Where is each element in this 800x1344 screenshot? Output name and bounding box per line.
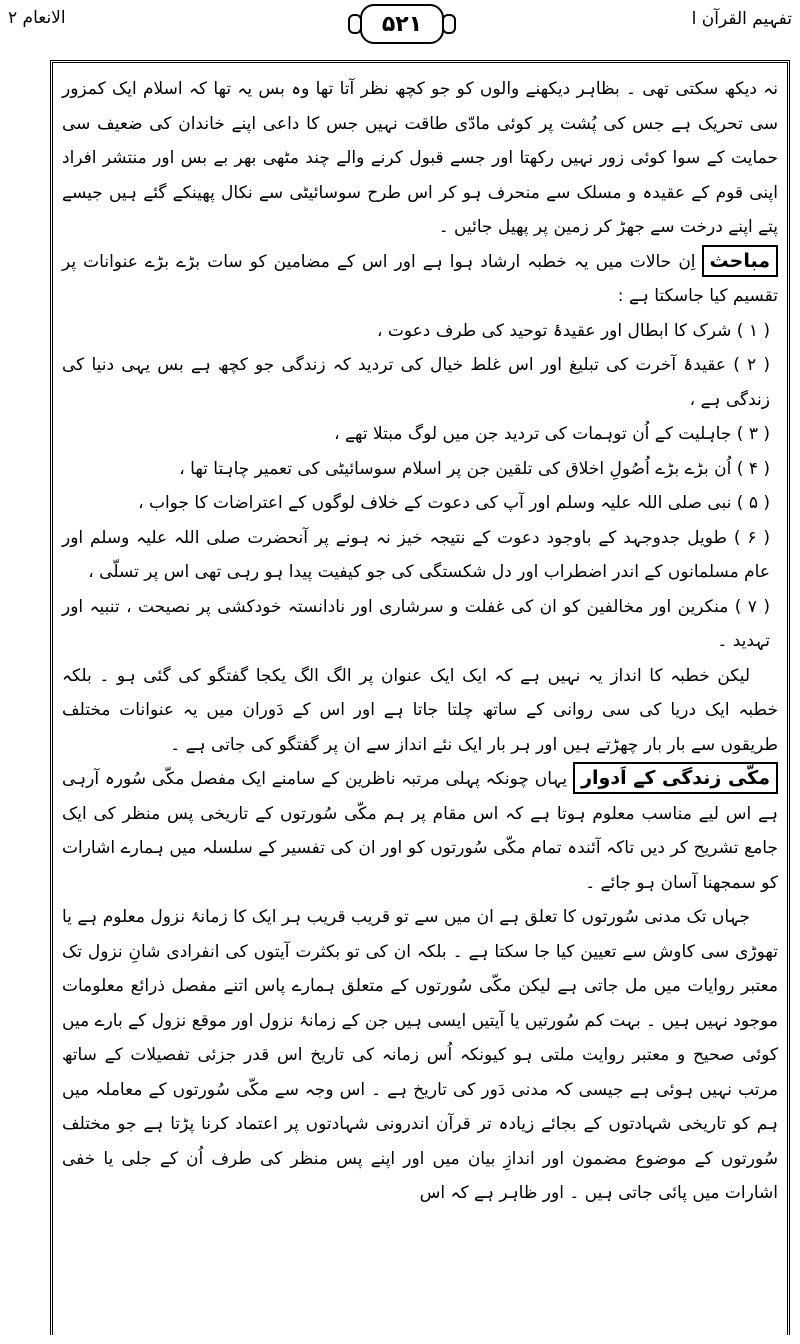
page-content	[62, 72, 778, 1211]
surah-name: الانعام ۲	[8, 8, 66, 28]
paragraph-madani: جہاں تک مدنی سُورتوں کا تعلق ہے ان میں سے تو قریب قریب ہر ایک کا زمانۂ نزول معلوم ہے یا تھوڑی سی کاوش سے تعیین کیا جا سکتا ہے ۔ بلکہ ان کی تو بکثرت آیتوں کی انفرادی شانِ نزول تک معتبر روایات میں مل جاتی ہے لیکن مکّی سُورتوں کے متعلق ہمارے پاس اتنے مفصل ذرائع معلومات موجود نہیں ہیں ۔ بہت کم سُورتیں یا آیتیں ایسی ہیں جن کے زمانۂ نزول اور موقع نزول کے بارے میں کوئی صحیح و معتبر روایت ملتی ہو کیونکہ اُس زمانہ کی تاریخ اس قدر جزئی تفصیلات کے ساتھ مرتب نہیں ہوئی ہے جیسی کہ مدنی دَور کی تاریخ ہے ۔ اس وجہ سے مکّی سُورتوں کے معاملہ میں ہم کو تاریخی شہادتوں کے بجائے زیادہ تر قرآن اندرونی شہادتوں پر اعتماد کرنا پڑتا ہے جو مختلف سُورتوں کے موضوع مضمون اور اندازِ بیان میں اور اپنے پس منظر کی طرف اُن کے جلی یا خفی اشارات میں پائی جاتی ہیں ۔ اور ظاہر ہے کہ اس	[62, 907, 778, 1203]
list-item: ( ۴ ) اُن بڑے بڑے اُصُولِ اخلاق کی تلقین جن پر اسلام سوسائیٹی کی تعمیر چاہتا تھا ،	[179, 458, 770, 479]
page-number	[360, 4, 444, 44]
paragraph-intro: نہ دیکھ سکتی تھی ۔ بظاہر دیکھنے والوں کو جو کچھ نظر آتا تھا وہ بس یہ تھا کہ اسلام ایک کمزور سی تحریک ہے جس کی پُشت پر کوئی مادّی طاقت نہیں جس کا داعی اپنے خاندان کی ضعیف سی حمایت کے سوا کوئی زور نہیں رکھتا اور جسے قبول کرنے والے چند مٹھی بھر بے بس اور منتشر افراد اپنی قوم کے عقیدہ و مسلک سے منحرف ہو کر اس طرح سوسائیٹی سے نکال پھینکے گئے ہیں جیسے پتے اپنے درخت سے جھڑ کر زمین پر پھیل جائیں ۔	[62, 79, 778, 237]
mabahis-text: اِن حالات میں یہ خطبہ ارشاد ہوا ہے اور اس کے مضامین کو سات بڑے بڑے عنوانات پر تقسیم کیا جاسکتا ہے :	[62, 251, 778, 306]
list-item: ( ۷ ) منکرین اور مخالفین کو ان کی غفلت و سرشاری اور نادانستہ خودکشی پر نصیحت ، تنبیہ اور تہدید ۔	[62, 596, 770, 651]
paragraph-makki	[62, 762, 778, 900]
makki-label: مکّی زندگی کے اَدوار	[573, 762, 778, 794]
paragraph-style: لیکن خطبہ کا انداز یہ نہیں ہے کہ ایک ایک عنوان پر الگ الگ یکجا گفتگو کی گئی ہو ۔ بلکہ خطبہ ایک دریا کی سی روانی کے ساتھ چلتا جاتا ہے اور اس کے دَوران میں یہ عنوانات مختلف طریقوں سے بار بار چھڑتے ہیں اور ہر بار ایک نئے انداز سے ان پر گفتگو کی جاتی ہے ۔	[62, 665, 778, 755]
paragraph-mabahis	[62, 245, 778, 314]
makki-text: یہاں چونکہ پہلی مرتبہ ناظرین کے سامنے ایک مفصل مکّی سُورہ آرہی ہے اس لیے مناسب معلوم ہوتا ہے کہ اس مقام پر ہم مکّی سُورتوں کے تاریخی پس منظر کی ایک جامع تشریح کر دیں تاکہ آئندہ تمام مکّی سُورتوں کو اور ان کی تفسیر کے سلسلہ میں ہمارے اشارات کو سمجھنا آسان ہو جائے ۔	[62, 769, 778, 893]
list-item: ( ۶ ) طویل جدوجہد کے باوجود دعوت کے نتیجہ خیز نہ ہونے پر آنحضرت صلی اللہ علیہ وسلم اور عام مسلمانوں کے اندر اضطراب اور دل شکستگی کی جو کیفیت پیدا ہو رہی تھی اس پر تسلّی ،	[62, 527, 770, 582]
list-item: ( ۱ ) شرک کا ابطال اور عقیدۂ توحید کی طرف دعوت ،	[376, 320, 770, 341]
list-item: ( ۵ ) نبی صلی اللہ علیہ وسلم اور آپ کی دعوت کے خلاف لوگوں کے اعتراضات کا جواب ،	[138, 493, 770, 513]
list-item: ( ۲ ) عقیدۂ آخرت کی تبلیغ اور اس غلط خیال کی تردید کہ زندگی جو کچھ ہے بس یہی دنیا کی زندگی ہے ،	[62, 355, 770, 410]
list-item: ( ۳ ) جاہلیت کے اُن توہمات کی تردید جن میں لوگ مبتلا تھے ،	[334, 424, 770, 444]
page-header	[0, 0, 800, 50]
mabahis-label: مباحث	[702, 245, 778, 277]
page-number-text: ۵۲۱	[381, 11, 423, 37]
book-title: تفہیم القرآن ا	[691, 9, 792, 29]
